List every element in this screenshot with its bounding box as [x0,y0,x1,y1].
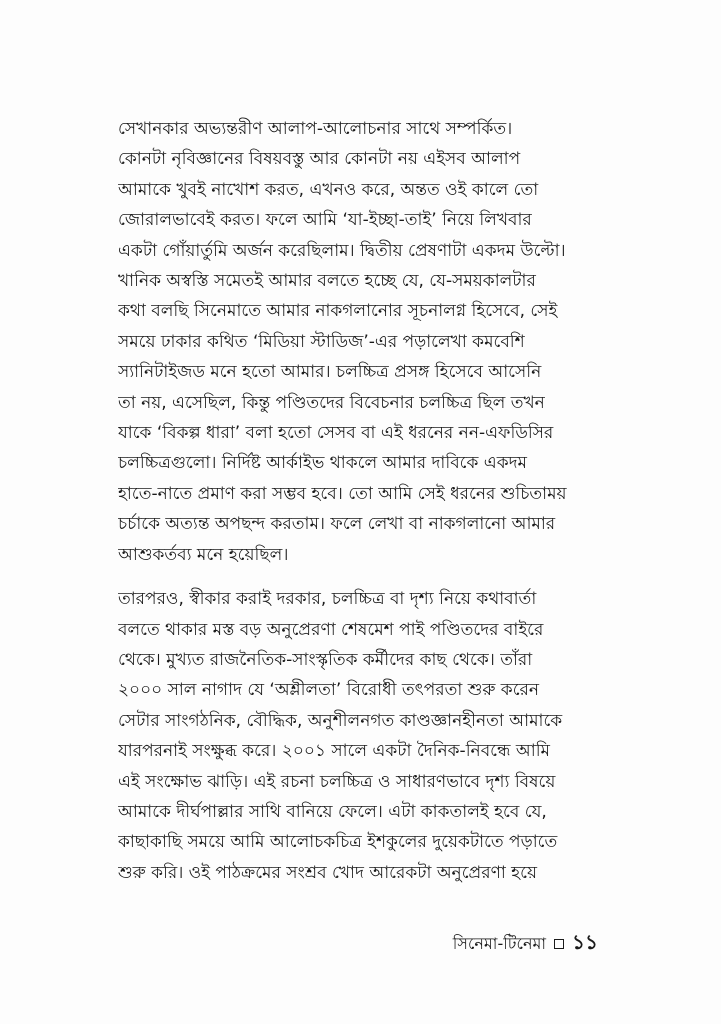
text-line: এই সংক্ষোভ ঝাড়ি। এই রচনা চলচ্চিত্র ও সাধারণভাবে দৃশ্য বিষয়ে [118,771,556,792]
text-line: আমাকে দীর্ঘপাল্লার সাথি বানিয়ে ফেলে। এটা কাকতালই হবে যে, [118,801,547,822]
text-line: আশুকর্তব্য মনে হয়েছিল। [118,544,289,565]
text-line: খানিক অস্বস্তি সমেতই আমার বলতে হচ্ছে যে, যে-সময়কালটার [118,271,536,292]
body-text [118,114,598,888]
text-line: সময়ে ঢাকার কথিত ‘মিডিয়া স্টাডিজ’-এর পড়ালেখা কমবেশি [118,331,525,352]
text-line: জোরালভাবেই করত। ফলে আমি ‘যা-ইচ্ছা-তাই’ নিয়ে লিখবার [118,210,532,231]
text-line: স্যানিটাইজড মনে হতো আমার। চলচ্চিত্র প্রসঙ্গ হিসেবে আসেনি [118,362,542,383]
text-line: চর্চাকে অত্যন্ত অপছন্দ করতাম। ফলে লেখা বা নাকগলানো আমার [118,514,556,535]
text-line: চলচ্চিত্রগুলো। নির্দিষ্ট আর্কাইভ থাকলে আমার দাবিকে একদম [118,453,527,474]
text-line: সেটার সাংগঠনিক, বৌদ্ধিক, অনুশীলনগত কাণ্ডজ্ঞানহীনতা আমাকে [118,710,563,731]
text-line: বলতে থাকার মস্ত বড় অনুপ্রেরণা শেষমেশ পাই পণ্ডিতদের বাইরে [118,619,544,640]
text-line: শুরু করি। ওই পাঠক্রমের সংশ্রব খোদ আরেকটা অনুপ্রেরণা হয়ে [118,862,537,883]
text-line: যাকে ‘বিকল্প ধারা’ বলা হতো সেসব বা এই ধরনের নন-এফডিসির [118,423,554,444]
text-line: হাতে-নাতে প্রমাণ করা সম্ভব হবে। তো আমি সেই ধরনের শুচিতাময় [118,483,567,504]
square-icon [554,939,564,949]
text-line: ২০০০ সাল নাগাদ যে ‘অশ্লীলতা’ বিরোধী তৎপরতা শুরু করেন [118,680,540,701]
text-line: কথা বলছি সিনেমাতে আমার নাকগলানোর সূচনালগ্ন হিসেবে, সেই [118,301,558,322]
page-footer [360,930,598,958]
text-line: যারপরনাই সংক্ষুব্ধ করে। ২০০১ সালে একটা দৈনিক-নিবন্ধে আমি [118,741,550,762]
text-line: সেখানকার অভ্যন্তরীণ আলাপ-আলোচনার সাথে সম্পর্কিত। [118,119,513,139]
running-title: সিনেমা-টিনেমা [452,933,547,953]
text-line: তারপরও, স্বীকার করাই দরকার, চলচ্চিত্র বা দৃশ্য নিয়ে কথাবার্তা [118,589,537,610]
text-line: আমাকে খুবই নাখোশ করত, এখনও করে, অন্তত ওই কালে তো [118,179,539,200]
paragraph-2 [118,584,598,888]
text-line: একটা গোঁয়ার্তুমি অর্জন করেছিলাম। দ্বিতীয় প্রেষণাটা একদম উল্টো। [118,240,566,261]
text-line: কাছাকাছি সময়ে আমি আলোচকচিত্র ইশকুলের দুয়েকটাতে পড়াতে [118,832,558,853]
page-number: ১১ [572,929,598,954]
text-line: তা নয়, এসেছিল, কিন্তু পণ্ডিতদের বিবেচনার চলচ্চিত্র ছিল তখন [118,392,545,413]
text-line: থেকে। মুখ্যত রাজনৈতিক-সাংস্কৃতিক কর্মীদের কাছ থেকে। তাঁরা [118,649,533,670]
text-line: কোনটা নৃবিজ্ঞানের বিষয়বস্তু আর কোনটা নয় এইসব আলাপ [118,149,521,170]
paragraph-1 [118,114,598,570]
